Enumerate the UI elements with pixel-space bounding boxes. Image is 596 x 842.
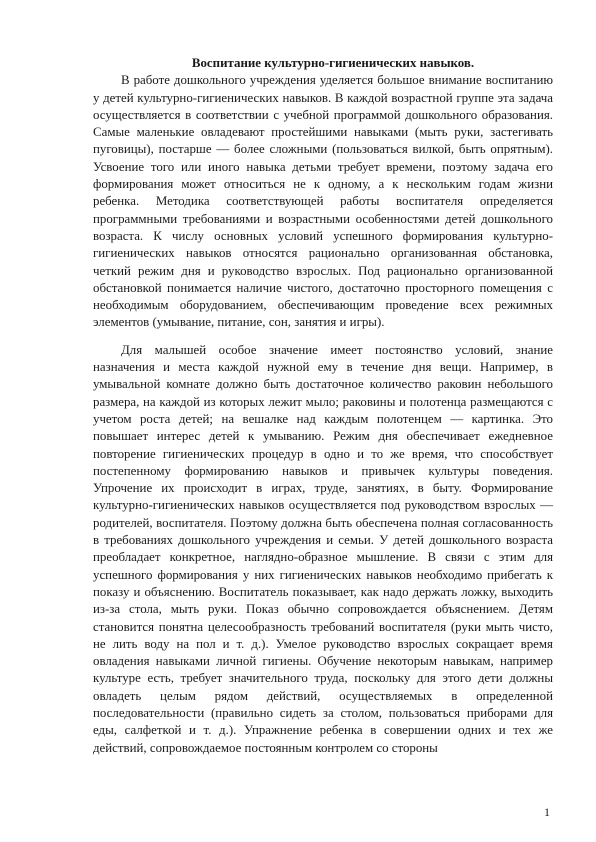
page-number: 1 bbox=[544, 805, 550, 819]
document-page bbox=[93, 55, 553, 757]
paragraph-1: В работе дошкольного учреждения уделяется большое внимание воспитанию у детей культурно-гигиенических навыков. В каждой возрастной группе эта задача осуществляется в соответствии с учебной программой дошкольного образования. Самые маленькие овладевают простейшими навыками (мыть руки, застегивать пуговицы), постарше — более сложными (пользоваться вилкой, быть опрятным). Усвоение того или иного навыка детьми требует времени, поэтому задача его формирования может относиться не к одному, а к нескольким годам жизни ребенка. Методика соответствующей работы воспитателя определяется программными требованиями и возрастными особенностями детей дошкольного возраста. К числу основных условий успешного формирования культурно-гигиенических навыков относятся рационально организованная обстановка, четкий режим дня и руководство взрослых. Под рационально организованной обстановкой понимается наличие чистого, достаточно просторного помещения с необходимым оборудованием, обеспечивающим проведение всех режимных элементов (умывание, питание, сон, занятия и игры). bbox=[93, 73, 553, 330]
paragraph-2: Для малышей особое значение имеет постоянство условий, знание назначения и места каждой нужной ему в течение дня вещи. Например, в умывальной комнате должно быть достаточное количество раковин небольшого размера, на каждой из которых лежит мыло; раковины и полотенца размещаются с учетом роста детей; на вешалке над каждым полотенцем — картинка. Это повышает интерес детей к умыванию. Режим дня обеспечивает ежедневное повторение гигиенических процедур в одно и то же время, что способствует постепенному формированию навыков и привычек культуры поведения. Упрочение их происходит в играх, труде, занятиях, в быту. Формирование культурно-гигиенических навыков осуществляется под руководством взрослых — родителей, воспитателя. Поэтому должна быть обеспечена полная согласованность в требованиях дошкольного учреждения и семьи. У детей дошкольного возраста преобладает конкретное, наглядно-образное мышление. В связи с этим для успешного формирования у них гигиенических навыков необходимо прибегать к показу и объяснению. Воспитатель показывает, как надо держать ложку, выходить из-за стола, мыть руки. Показ обычно сопровождается объяснением. Детям становится понятна целесообразность требований воспитателя (руки мыть чисто, не лить воду на пол и т. д.). Умелое руководство взрослых сокращает время овладения навыками личной гигиены. Обучение некоторым навыкам, например культуре есть, требует значительного труда, поскольку для этого дети должны овладеть целым рядом действий, осуществляемых в определенной последовательности (правильно сидеть за столом, пользоваться приборами для еды, салфеткой и т. д.). Упражнение ребенка в совершении одних и тех же действий, сопровождаемое постоянным контролем со стороны bbox=[93, 342, 553, 755]
document-title: Воспитание культурно-гигиенических навыков. bbox=[191, 56, 475, 70]
